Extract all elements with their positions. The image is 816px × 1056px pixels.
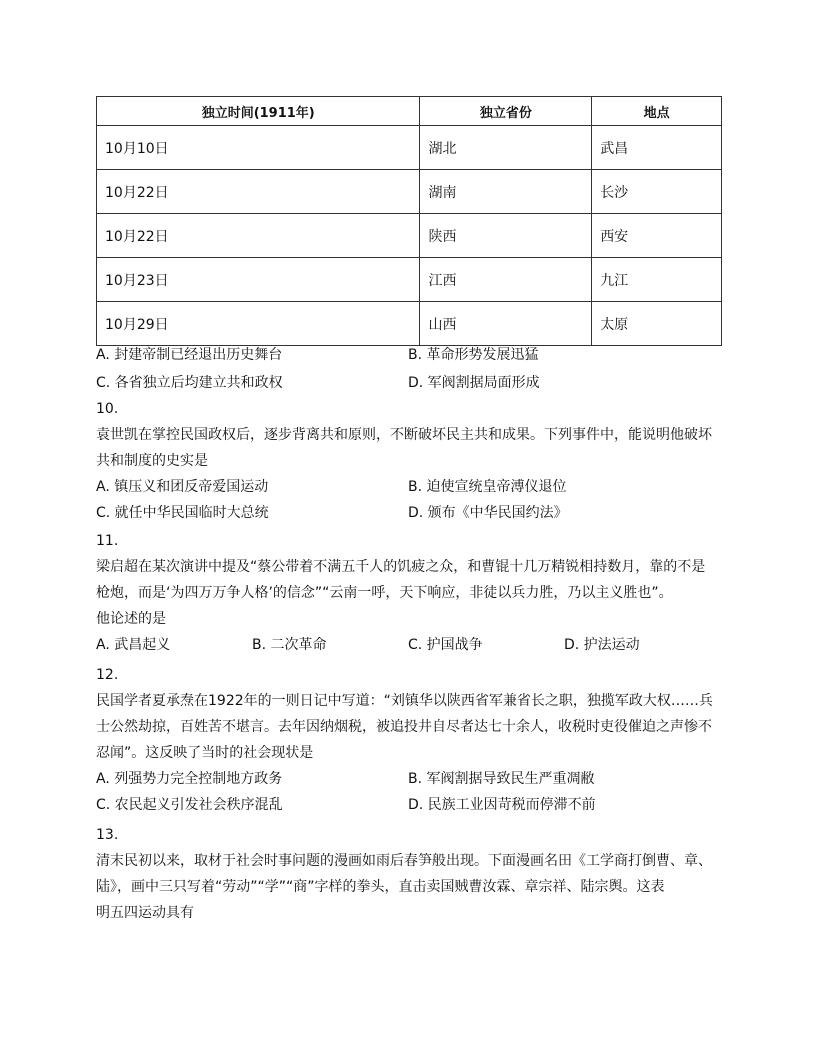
option-c: C. 农民起义引发社会秩序混乱	[96, 797, 283, 813]
table-row	[97, 170, 722, 214]
table-cell-date: 10月10日	[97, 126, 420, 170]
table-header-cell: 独立省份	[420, 97, 592, 126]
option-d: D. 护法运动	[564, 637, 640, 653]
table-row	[97, 214, 722, 258]
option-a: A. 武昌起义	[96, 637, 171, 653]
question-9-options	[96, 342, 722, 396]
question-number: 10.	[96, 401, 119, 417]
independence-table	[96, 96, 722, 346]
table-cell-date: 10月29日	[97, 302, 420, 346]
question-stem-line: 陆》，画中三只写着“劳动”“学”“商”字样的拳头，直击卖国贼曹汝霖、章宗祥、陆宗舆。这表	[96, 879, 665, 895]
table-cell-province: 陕西	[420, 214, 592, 258]
option-d: D. 民族工业因苛税而停滞不前	[408, 797, 596, 813]
question-stem-line: 明五四运动具有	[96, 905, 194, 921]
table-cell-place: 长沙	[592, 170, 722, 214]
option-b: B. 二次革命	[252, 637, 327, 653]
question-stem-line: 袁世凯在掌控民国政权后，逐步背离共和原则，不断破坏民主共和成果。下列事件中，能说明他破坏	[96, 427, 712, 443]
table-header-row	[97, 97, 722, 126]
question-number: 13.	[96, 827, 119, 843]
table-cell-date: 10月22日	[97, 214, 420, 258]
table-cell-place: 九江	[592, 258, 722, 302]
table-header-cell: 独立时间(1911年)	[97, 97, 420, 126]
question-13	[96, 822, 722, 926]
question-number: 12.	[96, 667, 119, 683]
table-cell-place: 西安	[592, 214, 722, 258]
option-b: B. 迫使宣统皇帝溥仪退位	[408, 479, 567, 495]
question-stem-line: 清末民初以来，取材于社会时事问题的漫画如雨后春笋般出现。下面漫画名田《工学商打倒曹、章、	[96, 853, 712, 869]
option-a: A. 封建帝制已经退出历史舞台	[96, 347, 283, 363]
option-c: C. 护国战争	[408, 637, 483, 653]
table-row	[97, 258, 722, 302]
option-c: C. 各省独立后均建立共和政权	[96, 375, 283, 391]
question-stem-line: 他论述的是	[96, 611, 166, 627]
table-cell-province: 湖北	[420, 126, 592, 170]
question-stem-line: 民国学者夏承焘在1922年的一则日记中写道：“刘镇华以陕西省军兼省长之职，独揽军政大权……兵	[96, 693, 713, 709]
question-stem-line: 士公然劫掠，百姓苦不堪言。去年因纳烟税，被追投井自尽者达七十余人，收税时吏役催迫之声惨不	[96, 719, 712, 735]
question-10	[96, 396, 722, 526]
option-d: D. 颁布《中华民国约法》	[408, 505, 568, 521]
option-d: D. 军阀割据局面形成	[408, 375, 540, 391]
table-cell-province: 湖南	[420, 170, 592, 214]
option-c: C. 就任中华民国临时大总统	[96, 505, 269, 521]
question-stem-line: 忍闻”。这反映了当时的社会现状是	[96, 745, 314, 761]
table-cell-date: 10月22日	[97, 170, 420, 214]
option-b: B. 革命形势发展迅猛	[408, 347, 539, 363]
question-stem-line: 梁启超在某次演讲中提及“蔡公带着不满五千人的饥疲之众，和曹锟十几万精锐相持数月，靠的不是	[96, 559, 706, 575]
table-header-cell: 地点	[592, 97, 722, 126]
option-a: A. 镇压义和团反帝爱国运动	[96, 479, 269, 495]
table-cell-province: 江西	[420, 258, 592, 302]
table-cell-place: 太原	[592, 302, 722, 346]
table-cell-province: 山西	[420, 302, 592, 346]
option-b: B. 军阀割据导致民生严重凋敝	[408, 771, 595, 787]
question-stem-line: 枪炮，而是‘为四万万争人格’的信念”“云南一呼，天下响应，非徒以兵力胜，乃以主义胜也”。	[96, 585, 673, 601]
table-cell-place: 武昌	[592, 126, 722, 170]
question-11	[96, 528, 722, 658]
table-row	[97, 126, 722, 170]
question-stem-line: 共和制度的史实是	[96, 453, 208, 469]
table-cell-date: 10月23日	[97, 258, 420, 302]
question-number: 11.	[96, 533, 119, 549]
table-row	[97, 302, 722, 346]
question-12	[96, 662, 722, 818]
option-a: A. 列强势力完全控制地方政务	[96, 771, 283, 787]
